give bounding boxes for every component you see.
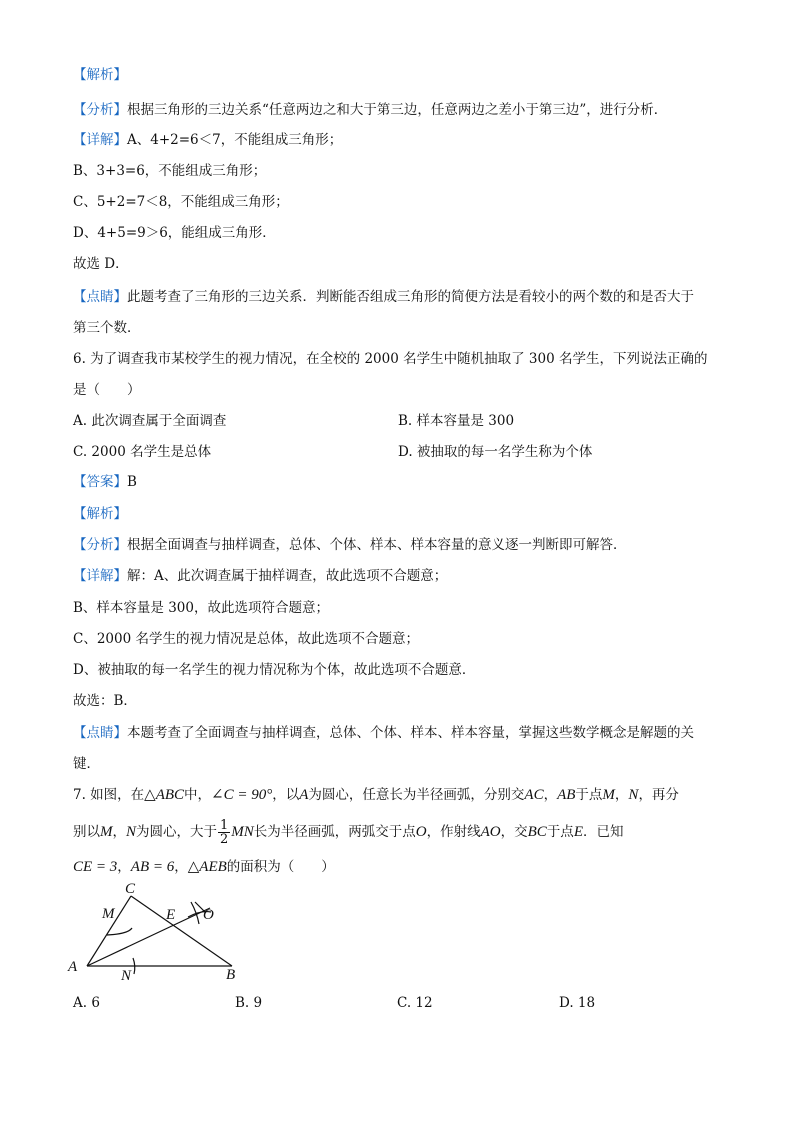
q5-detail-line: C、5+2=7＜8，不能组成三角形； — [73, 194, 289, 210]
q6-detail-line: D、被抽取的每一名学生的视力情况称为个体，故此选项不合题意． — [73, 662, 476, 678]
q5-detail: 【详解】A、4+2=6＜7，不能组成三角形； — [73, 132, 343, 148]
q5-conclusion: 故选 D． — [73, 256, 129, 272]
q5-comment: 【点睛】此题考查了三角形的三边关系．判断能否组成三角形的简便方法是看较小的两个数的和是否大于 — [73, 289, 694, 305]
q6-detail: 【详解】解：A、此次调查属于抽样调查，故此选项不合题意； — [73, 568, 448, 584]
q6-option-b: B. 样本容量是 300 — [398, 413, 515, 429]
segment-cb — [131, 896, 232, 966]
label-n: N — [121, 968, 132, 984]
label-a: A — [68, 959, 78, 975]
fraction-one-half: $\frac{1}{2}$ — [220, 818, 229, 847]
q5-detail-line: D、4+5=9＞6，能组成三角形． — [73, 225, 276, 241]
triangle-figure — [60, 880, 260, 985]
q7-stem-cont: 别以M，N为圆心，大于 $\frac{1}{2}$ MN长为半径画弧，两弧交于点O，作射线AO，交BC于点E．已知 — [73, 818, 624, 847]
label-b: B — [226, 967, 236, 983]
q6-detail-line: C、2000 名学生的视力情况是总体，故此选项不合题意； — [73, 631, 419, 647]
q5-jiexi-heading: 【解析】 — [73, 67, 127, 83]
q6-comment-cont: 键． — [73, 756, 100, 772]
q6-analysis: 【分析】根据全面调查与抽样调查，总体、个体、样本、样本容量的意义逐一判断即可解答． — [73, 537, 627, 553]
label-m: M — [102, 906, 115, 922]
q6-option-c: C. 2000 名学生是总体 — [73, 444, 212, 460]
label-o: O — [203, 907, 214, 923]
q6-stem-cont: 是（ ） — [73, 382, 141, 398]
q7-option-d: D. 18 — [559, 995, 596, 1011]
q7-stem-cont2: CE = 3，AB = 6，△AEB的面积为（ ） — [73, 859, 335, 875]
q7-stem: 7. 如图，在△ABC中，∠C = 90°，以A为圆心，任意长为半径画弧，分别交AC，AB于点M，N，再分 — [73, 787, 679, 803]
label-e: E — [166, 907, 176, 923]
q6-conclusion: 故选：B． — [73, 693, 137, 709]
q5-analysis: 【分析】根据三角形的三边关系“任意两边之和大于第三边，任意两边之差小于第三边”，进行分析． — [73, 102, 668, 118]
q7-option-b: B. 9 — [235, 995, 263, 1011]
q6-option-a: A. 此次调查属于全面调查 — [73, 413, 227, 429]
q6-stem: 6. 为了调查我市某校学生的视力情况，在全校的 2000 名学生中随机抽取了 300 名学生，下列说法正确的 — [73, 351, 708, 367]
q7-option-a: A. 6 — [73, 995, 100, 1011]
q6-jiexi-heading: 【解析】 — [73, 506, 127, 522]
label-c: C — [125, 881, 136, 897]
q6-answer: 【答案】B — [73, 474, 137, 490]
q6-detail-line: B、样本容量是 300，故此选项符合题意； — [73, 600, 329, 616]
q6-option-d: D. 被抽取的每一名学生称为个体 — [398, 444, 593, 460]
q5-comment-cont: 第三个数． — [73, 320, 141, 336]
q6-comment: 【点睛】本题考查了全面调查与抽样调查，总体、个体、样本、样本容量，掌握这些数学概念是解题的关 — [73, 725, 694, 741]
q7-option-c: C. 12 — [397, 995, 433, 1011]
q5-detail-line: B、3+3=6，不能组成三角形； — [73, 163, 267, 179]
